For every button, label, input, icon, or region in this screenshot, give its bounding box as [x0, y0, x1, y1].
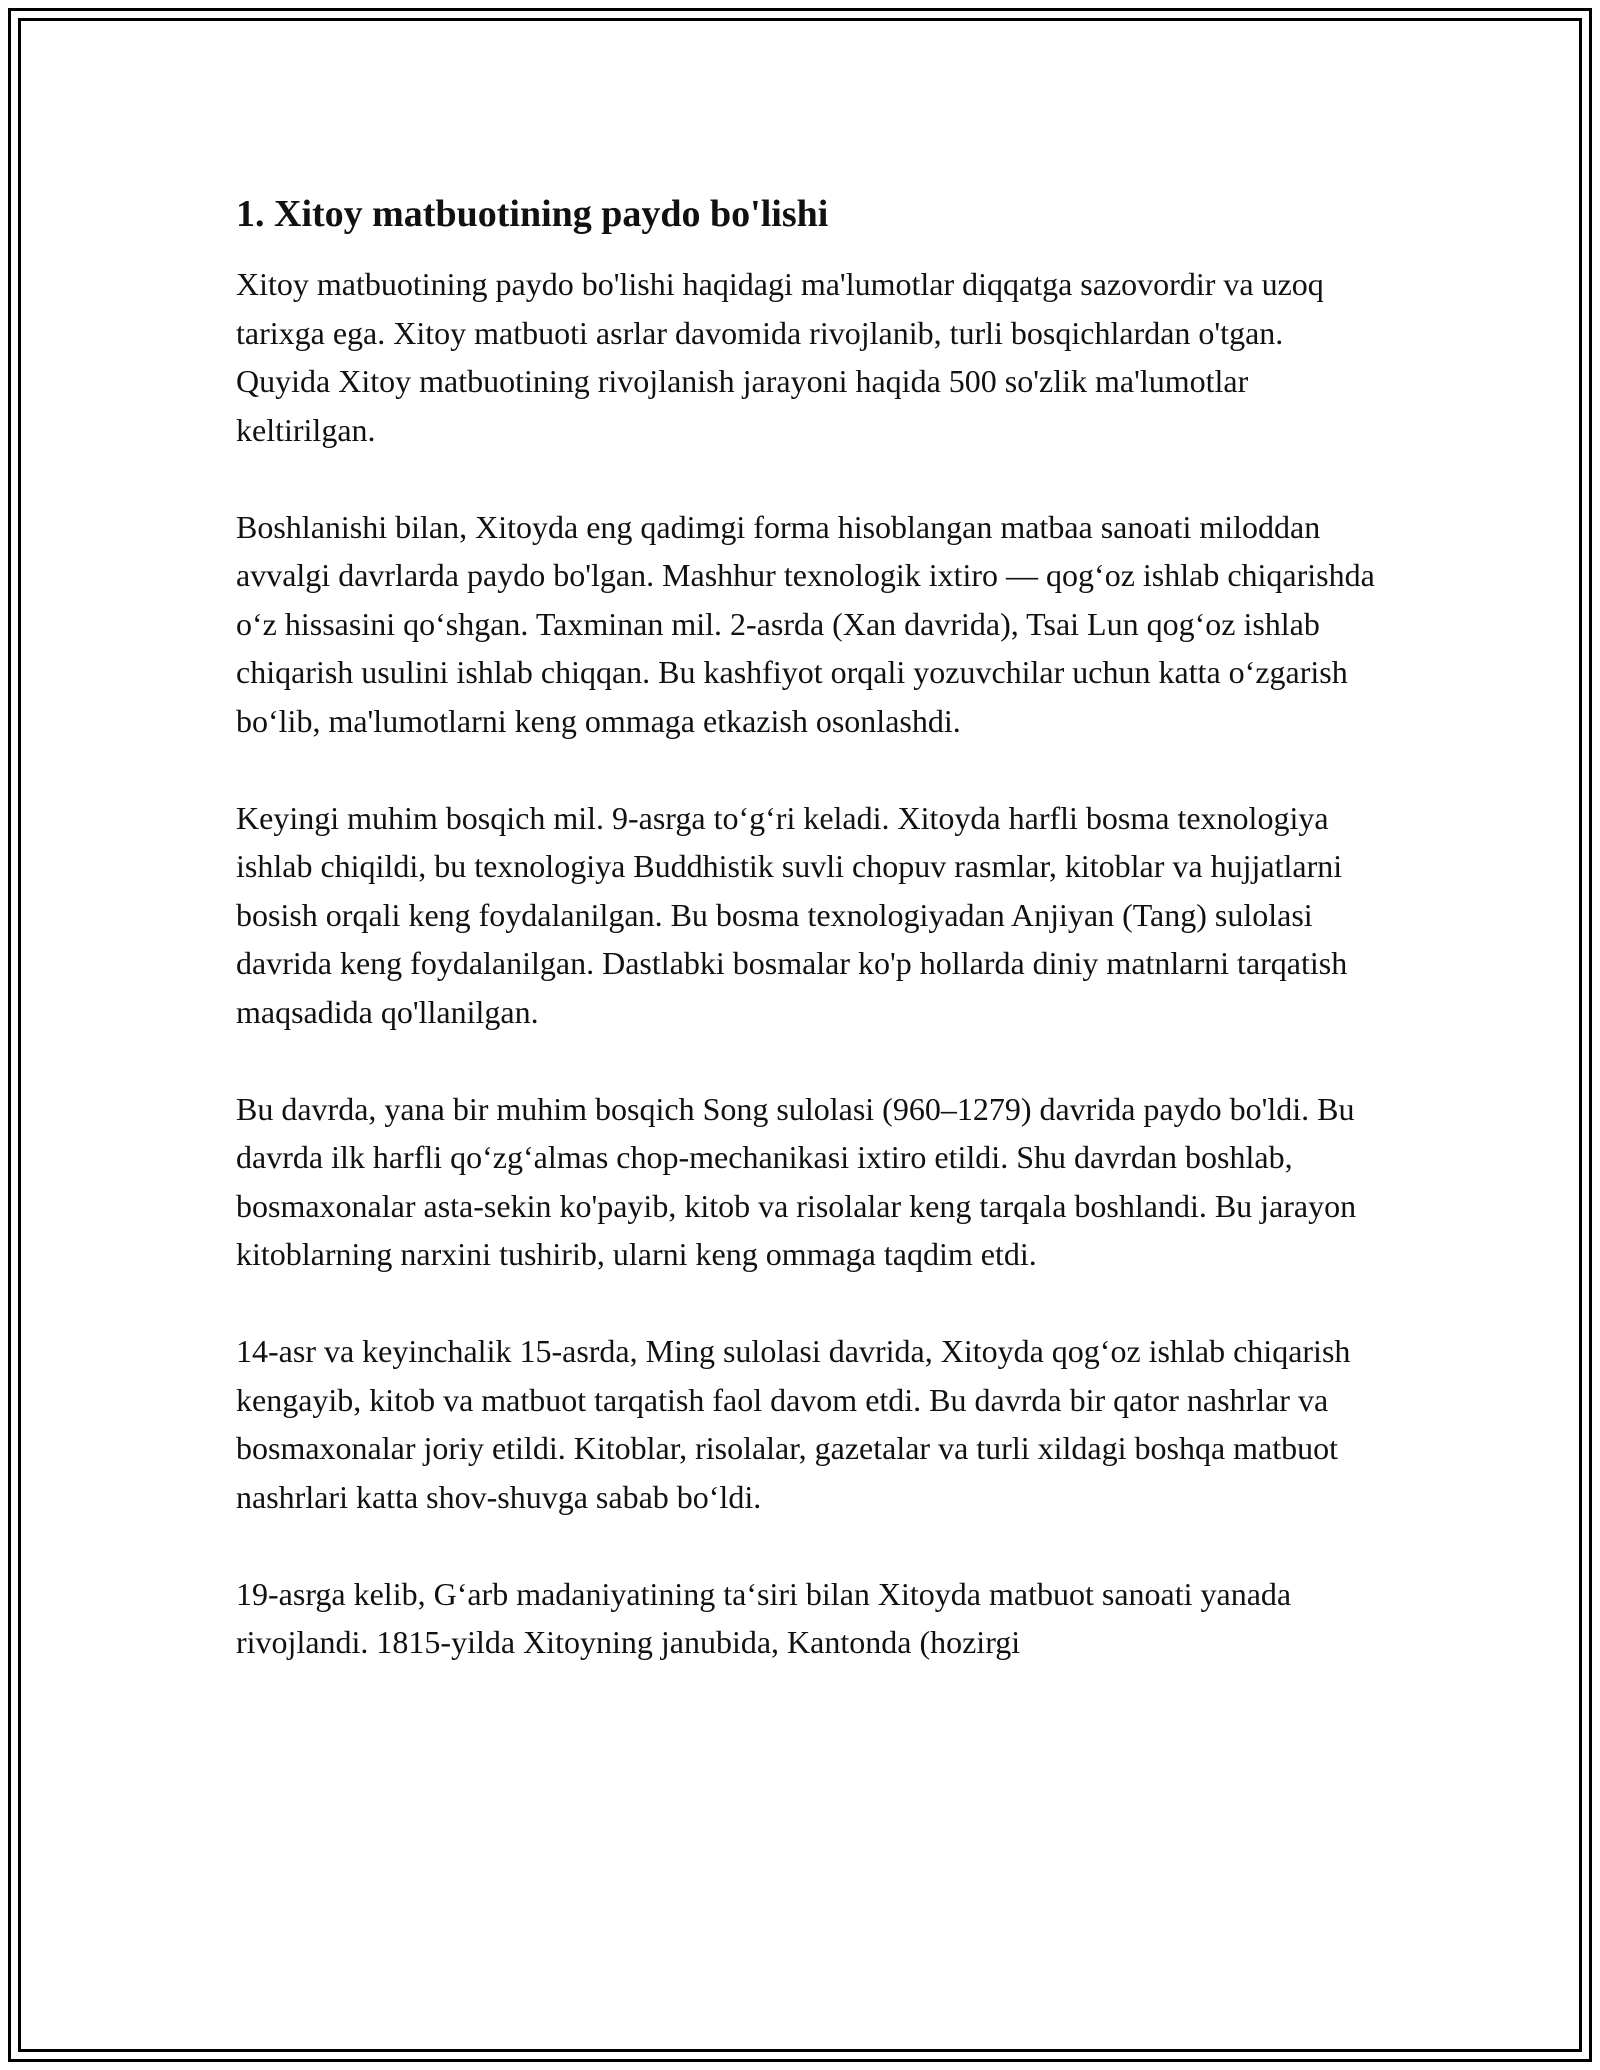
paragraph-intro: Xitoy matbuotining paydo bo'lishi haqidagi ma'lumotlar diqqatga sazovordir va uzoq tarixga ega. Xitoy matbuoti asrlar davomida rivojlanib, turli bosqichlardan o'tgan. Quyida Xitoy matbuotining rivojlanish jarayoni haqida 500 so'zlik ma'lumotlar keltirilgan.: [236, 266, 1324, 448]
paragraph-19th-century: 19-asrga kelib, G‘arb madaniyatining ta‘siri bilan Xitoyda matbuot sanoati yanada rivojlandi. 1815-yilda Xitoyning janubida, Kantonda (hozirgi: [236, 1575, 1292, 1660]
paragraph-ming-dynasty: 14-asr va keyinchalik 15-asrda, Ming sulolasi davrida, Xitoyda qog‘oz ishlab chiqarish kengayib, kitob va matbuot tarqatish faol davom etdi. Bu davrda bir qator nashrlar va bosmaxonalar joriy etildi. Kitoblar, risolalar, gazetalar va turli xildagi boshqa matbuot nashrlari katta shov-shuvga sabab bo‘ldi.: [236, 1333, 1351, 1515]
paragraph-9th-century: Keyingi muhim bosqich mil. 9-asrga to‘g‘ri keladi. Xitoyda harfli bosma texnologiya ishlab chiqildi, bu texnologiya Buddhistik suvli chopuv rasmlar, kitoblar va hujjatlarni bosish orqali keng foydalanilgan. Bu bosma texnologiyadan Anjiyan (Tang) sulolasi davrida keng foydalanilgan. Dastlabki bosmalar ko'p hollarda diniy matnlarni tarqatish maqsadida qo'llanilgan.: [236, 799, 1348, 1030]
paragraph-song-dynasty: Bu davrda, yana bir muhim bosqich Song sulolasi (960–1279) davrida paydo bo'ldi. Bu davrda ilk harfli qo‘zg‘almas chop-mechanikasi ixtiro etildi. Shu davrdan boshlab, bosmaxonalar asta-sekin ko'payib, kitob va risolalar keng tarqala boshlandi. Bu jarayon kitoblarning narxini tushirib, ularni keng ommaga taqdim etdi.: [236, 1090, 1357, 1272]
paragraph-origins: Boshlanishi bilan, Xitoyda eng qadimgi forma hisoblangan matbaa sanoati miloddan avvalgi davrlarda paydo bo'lgan. Mashhur texnologik ixtiro — qog‘oz ishlab chiqarishda o‘z hissasini qo‘shgan. Taxminan mil. 2-asrda (Xan davrida), Tsai Lun qog‘oz ishlab chiqarish usulini ishlab chiqqan. Bu kashfiyot orqali yozuvchilar uchun katta o‘zgarish bo‘lib, ma'lumotlarni keng ommaga etkazish osonlashdi.: [236, 508, 1375, 739]
section-heading: 1. Xitoy matbuotining paydo bo'lishi: [236, 193, 829, 235]
document-body: [236, 188, 1376, 1715]
